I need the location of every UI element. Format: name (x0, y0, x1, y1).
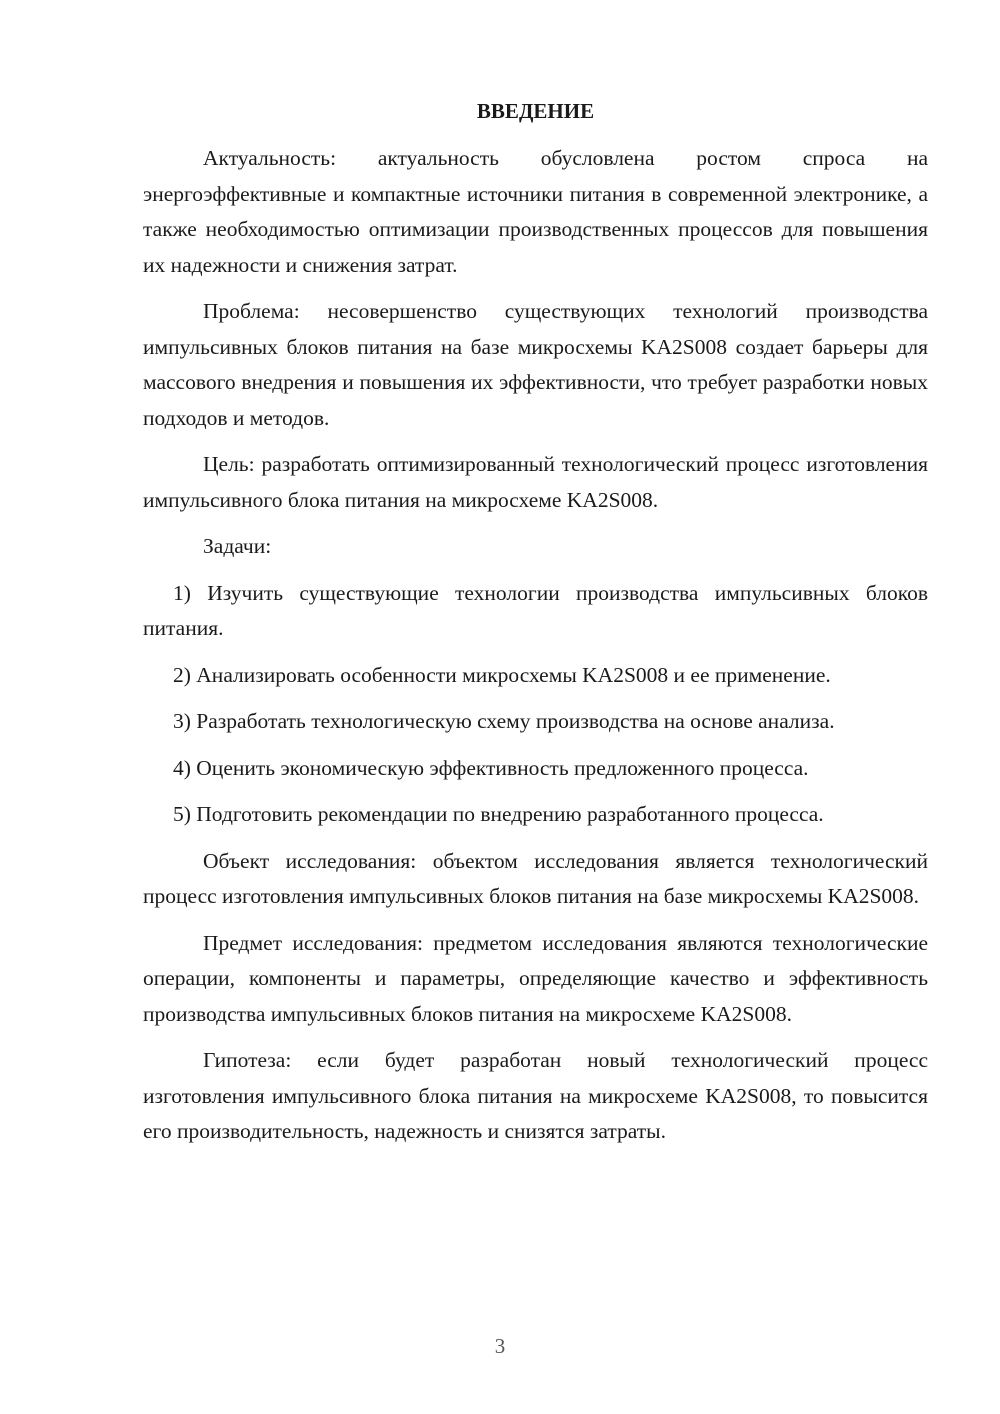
task-item: 5) Подготовить рекомендации по внедрению разработанного процесса. (173, 802, 824, 826)
task-item: 1) Изучить существующие технологии производства импульсивных блоков питания. (143, 580, 928, 640)
page-title: ВВЕДЕНИЕ (476, 99, 595, 123)
paragraph-subject: Предмет исследования: предметом исследования являются технологические операции, компоненты и параметры, определяющие качество и эффективность производства импульсивных блоков питания на микросхеме KA2S008. (143, 930, 928, 1026)
task-item: 4) Оценить экономическую эффективность предложенного процесса. (173, 755, 809, 780)
page-number: 3 (494, 1334, 506, 1358)
paragraph-object: Объект исследования: объектом исследования является технологический процесс изготовления импульсивных блоков питания на базе микросхемы KA2S008. (143, 848, 928, 908)
task-item: 2) Анализировать особенности микросхемы KA2S008 и ее применение. (173, 662, 831, 687)
paragraph-goal: Цель: разработать оптимизированный технологический процесс изготовления импульсивного блока питания на микросхеме KA2S008. (143, 452, 928, 512)
paragraph-hypothesis: Гипотеза: если будет разработан новый технологический процесс изготовления импульсивного блока питания на микросхеме KA2S008, то повысится его производительность, надежность и снизятся затраты. (143, 1048, 928, 1143)
paragraph-tasks-heading: Задачи: (203, 534, 272, 558)
task-item: 3) Разработать технологическую схему производства на основе анализа. (173, 709, 835, 733)
paragraph-relevance: Актуальность: актуальность обусловлена ростом спроса на энергоэффективные и компактные источники питания в современной электронике, а также необходимостью оптимизации производственных процессов для повышения их надежности и снижения затрат. (143, 146, 928, 277)
paragraph-problem: Проблема: несовершенство существующих технологий производства импульсивных блоков питания на базе микросхемы KA2S008 создает барьеры для массового внедрения и повышения их эффективности, что требует разработки новых подходов и методов. (143, 299, 928, 430)
document-page (143, 93, 928, 1150)
